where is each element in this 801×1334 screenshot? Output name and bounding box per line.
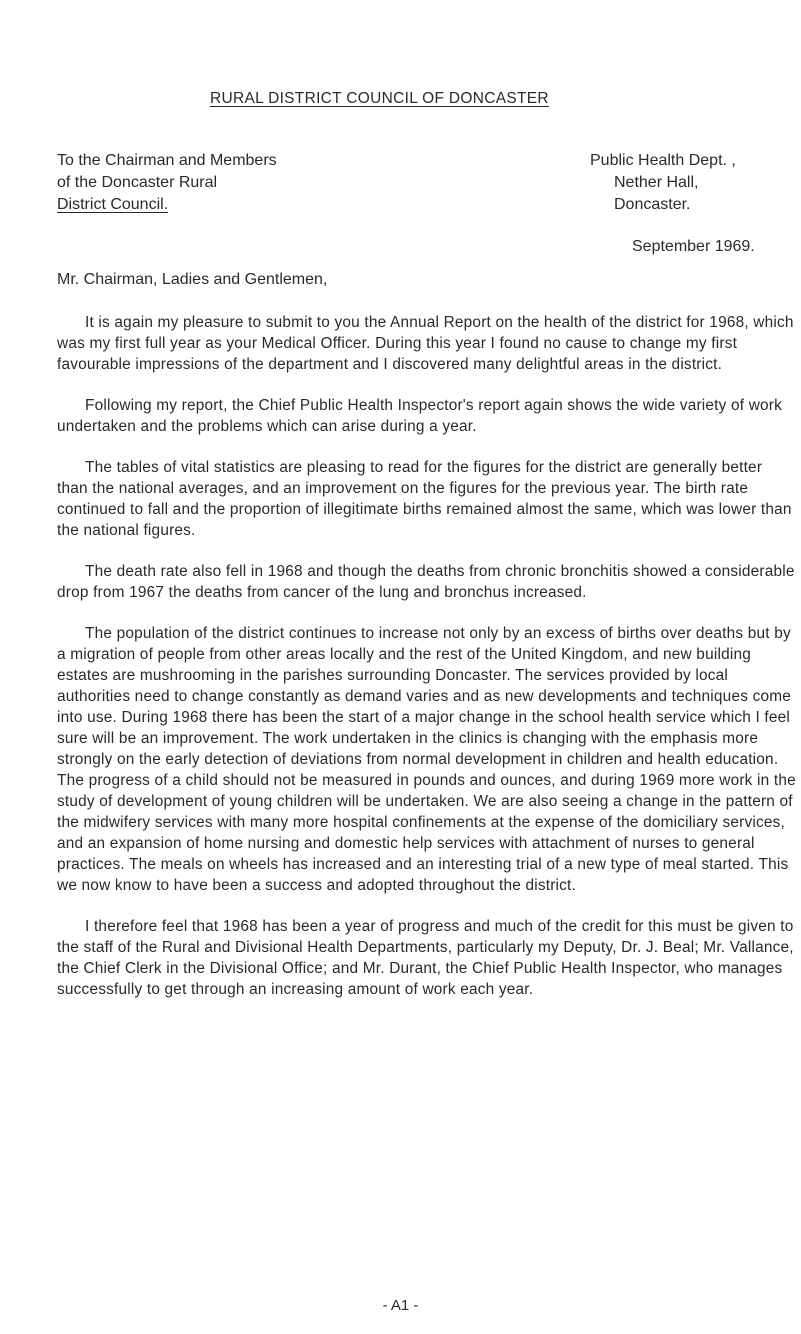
letter-body — [57, 312, 797, 1020]
paragraph: The tables of vital statistics are pleasing to read for the figures for the district are generally better than the national averages, and an improvement on the figures for the previous year. The birth rate continued to fall and the proportion of illegitimate births remained almost the same, which was lower than the national figures. — [57, 459, 792, 539]
recipient-line: District Council. — [57, 196, 169, 213]
sender-line: Nether Hall, — [614, 174, 699, 191]
paragraph: The population of the district continues to increase not only by an excess of births over deaths but by a migration of people from other areas locally and the rest of the United Kingdom, and new building estates are mushrooming in the parishes surrounding Doncaster. The services provided by local authorities need to change constantly as demand varies and as new developments and techniques come into use. During 1968 there has been the start of a major change in the school health service which I feel sure will be an improvement. The work undertaken in the clinics is changing with the emphasis more strongly on the early detection of deviations from normal development in children and health education. The progress of a child should not be measured in pounds and ounces, and during 1969 more work in the study of development of young children will be undertaken. We are also seeing a change in the pattern of the midwifery services with many more hospital confinements at the expense of the domiciliary services, and an expansion of home nursing and domestic help services with attachment of nurses to general practices. The meals on wheels has increased and an interesting trial of a new type of meal started. This we now know to have been a success and adopted throughout the district. — [57, 625, 796, 894]
paragraph: It is again my pleasure to submit to you the Annual Report on the health of the district for 1968, which was my first full year as your Medical Officer. During this year I found no cause to change my first favourable impressions of the department and I discovered many delightful areas in the district. — [57, 314, 794, 373]
page-number: - A1 - — [382, 1297, 419, 1314]
paragraph: The death rate also fell in 1968 and though the deaths from chronic bronchitis showed a considerable drop from 1967 the deaths from cancer of the lung and bronchus increased. — [57, 563, 795, 601]
letter-date: September 1969. — [632, 238, 755, 255]
recipient-address — [57, 150, 300, 216]
recipient-line: of the Doncaster Rural — [57, 174, 218, 191]
paragraph: Following my report, the Chief Public Health Inspector's report again shows the wide variety of work undertaken and the problems which can arise during a year. — [57, 397, 783, 435]
sender-line: Doncaster. — [614, 196, 691, 213]
salutation: Mr. Chairman, Ladies and Gentlemen, — [57, 271, 328, 288]
recipient-line: To the Chairman and Members — [57, 152, 277, 169]
paragraph: I therefore feel that 1968 has been a year of progress and much of the credit for this must be given to the staff of the Rural and Divisional Health Departments, particularly my Deputy, Dr. J. Beal; Mr. Vallance, the Chief Clerk in the Divisional Office; and Mr. Durant, the Chief Public Health Inspector, who manages successfully to get through an increasing amount of work each year. — [57, 918, 794, 998]
document-title: RURAL DISTRICT COUNCIL OF DONCASTER — [210, 90, 549, 107]
sender-line: Public Health Dept. , — [590, 152, 736, 169]
sender-address — [590, 150, 736, 216]
